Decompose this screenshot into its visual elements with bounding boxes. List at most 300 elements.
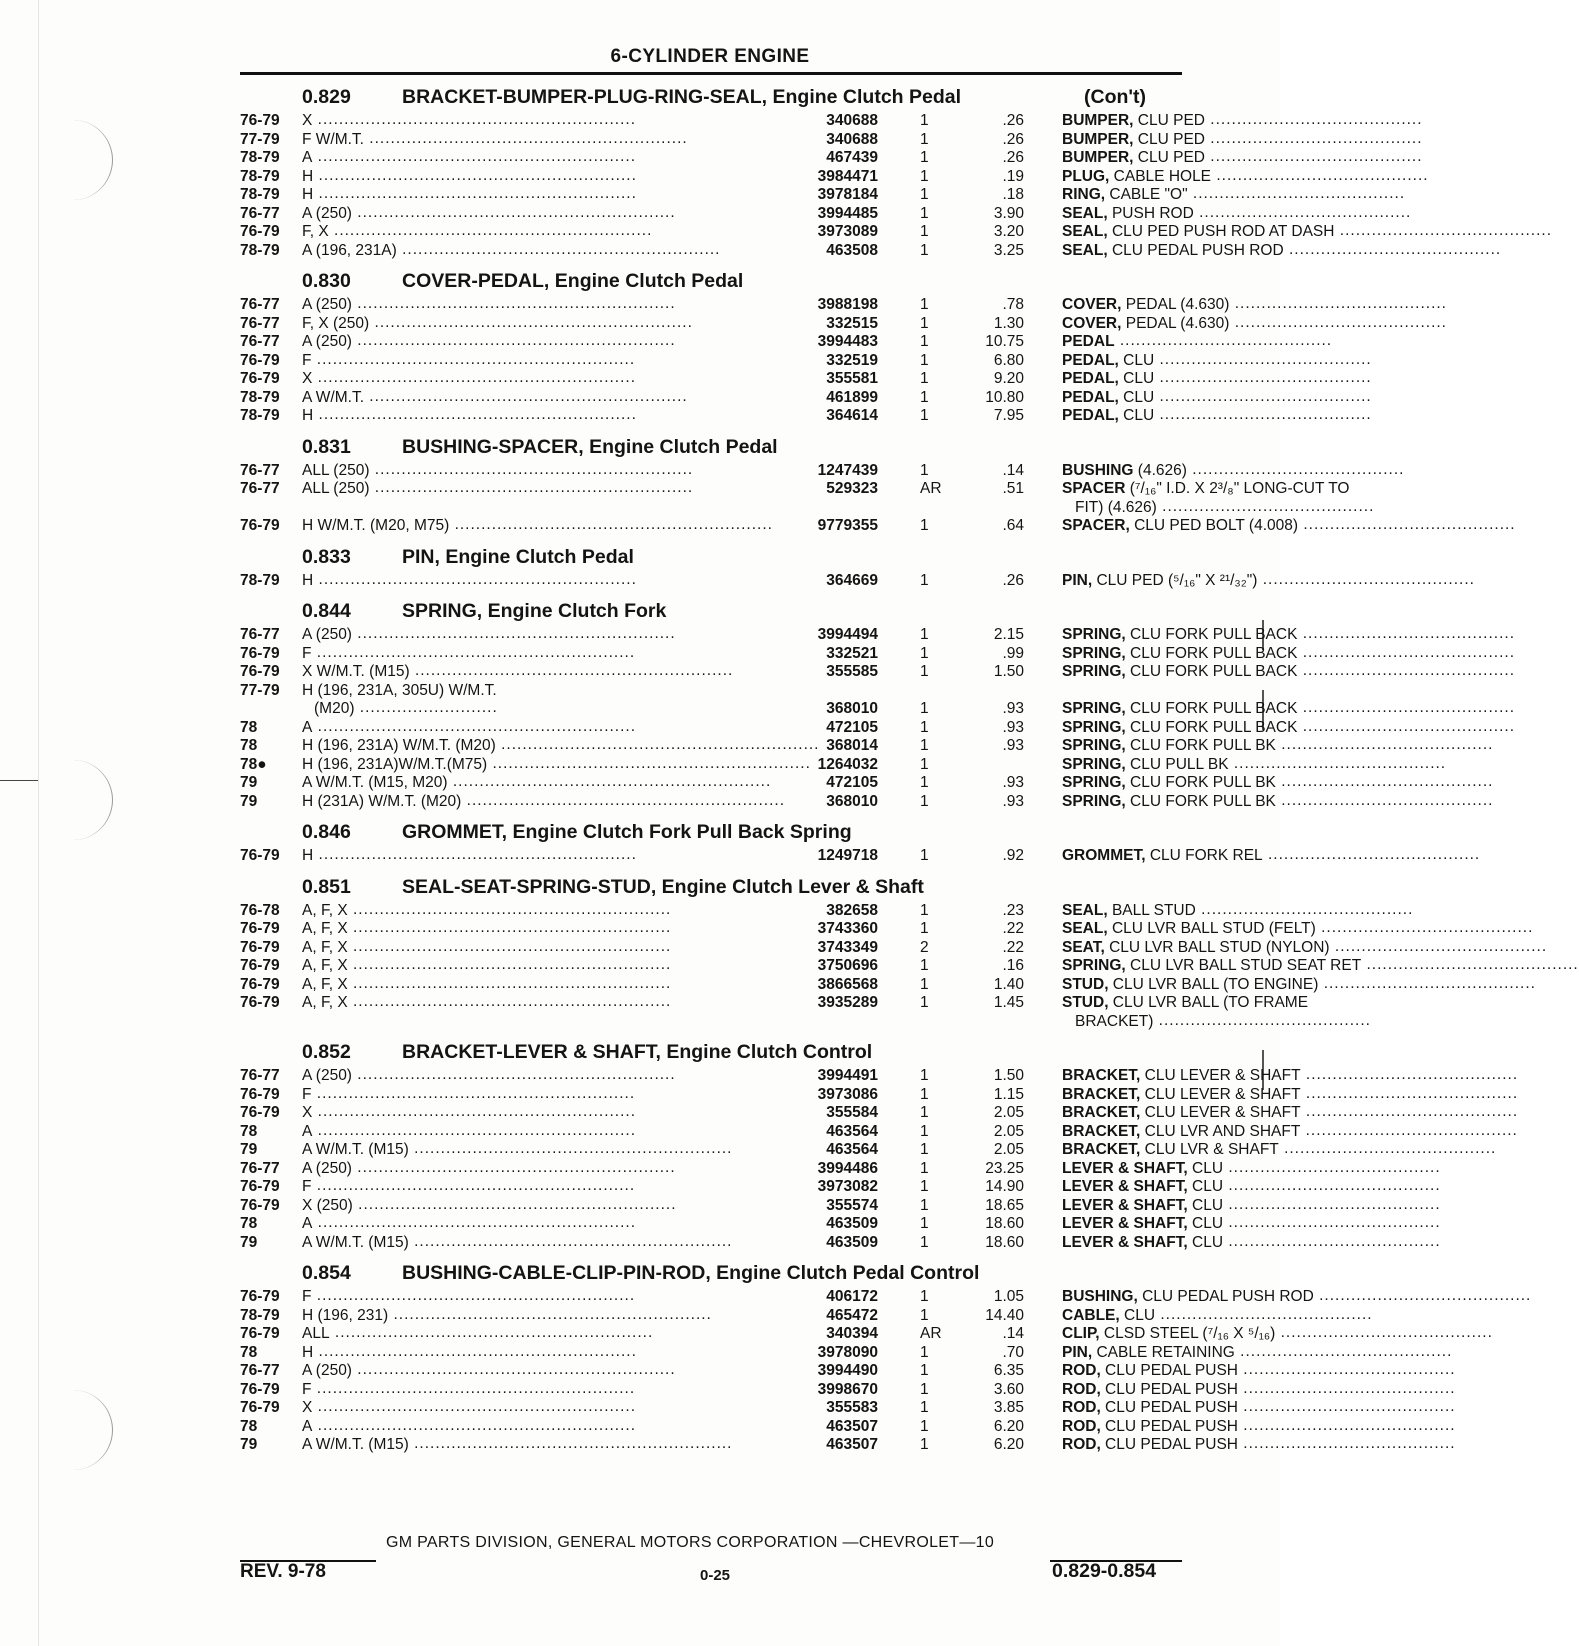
leader-dots: ............................................................ (449, 516, 773, 533)
parts-listing (240, 80, 1579, 1459)
leader-dots: ........................................ (1228, 754, 1447, 772)
quantity: 1 (920, 1122, 929, 1140)
section-title-desc: Engine Clutch Fork (482, 600, 667, 622)
part-row (240, 350, 1372, 371)
leader-dots: ............................................................ (351, 625, 676, 642)
application (302, 626, 808, 645)
section-title (402, 270, 743, 293)
description-keyword: COVER, (1062, 314, 1122, 332)
application-text: A (302, 1215, 313, 1232)
model-years: 78-79 (240, 186, 280, 203)
part-description (1062, 1324, 1493, 1344)
part-description-continued (1075, 499, 1420, 518)
application (302, 719, 808, 738)
application (302, 1307, 808, 1326)
part-description (1062, 956, 1579, 976)
part-row (240, 625, 1515, 645)
application (302, 682, 808, 701)
leader-dots: ............................................................ (311, 643, 636, 661)
section-number: 0.851 (302, 875, 351, 898)
model-years: 76-77 (240, 1067, 280, 1084)
footer-section-range: 0.829-0.854 (1052, 1560, 1157, 1582)
application-text: H (302, 847, 314, 864)
part-number: 364669 (826, 571, 878, 589)
leader-dots: ........................................ (1223, 1214, 1441, 1231)
part-row (240, 1177, 1441, 1197)
leader-dots: ........................................ (1229, 295, 1447, 312)
section-title (402, 1041, 872, 1064)
leader-dots: ........................................ (1238, 1435, 1456, 1452)
model-years: 76-79 (240, 957, 280, 974)
quantity: 1 (920, 1141, 929, 1158)
application-text: A (196, 231A) (302, 241, 397, 259)
list-price: 6.20 (993, 1417, 1024, 1435)
list-price: 14.90 (985, 1178, 1024, 1195)
part-number: 463509 (826, 1233, 878, 1251)
description-text: CLU LVR BALL STUD (FELT) (1107, 920, 1316, 937)
description-text: CLU PEDAL PUSH (1100, 1380, 1238, 1398)
application (302, 517, 808, 536)
description-text: CLSD STEEL (⁷/₁₆ X ⁵/₁₆) (1099, 1325, 1276, 1342)
part-row (240, 203, 1412, 224)
description-text: PEDAL (4.630) (1121, 314, 1230, 332)
model-years: 78 (240, 1122, 258, 1140)
leader-dots: ............................................................ (311, 350, 636, 368)
description-text: PUSH ROD (1107, 204, 1194, 222)
leader-dots: ............................................................ (347, 919, 672, 936)
application (302, 957, 808, 976)
description-text: CLU PED (1133, 130, 1205, 148)
quantity: 1 (920, 149, 929, 166)
part-number: 3994491 (817, 1067, 878, 1084)
section-number: 0.830 (302, 270, 351, 292)
part-row (240, 1103, 1519, 1123)
part-row (240, 460, 1405, 481)
part-description (1062, 1287, 1532, 1307)
part-number: 472105 (826, 718, 878, 736)
quantity: 1 (920, 755, 929, 773)
list-price: .93 (1002, 718, 1024, 736)
description-text: CLU FORK PULL BACK (1125, 700, 1298, 717)
part-number: 332521 (826, 644, 878, 662)
part-description (1062, 919, 1534, 939)
part-row (240, 1232, 1441, 1253)
list-price: .26 (1002, 149, 1024, 166)
part-number: 368010 (826, 700, 878, 717)
model-years: 76-77 (240, 314, 280, 332)
list-price: 14.40 (985, 1306, 1024, 1324)
application (302, 1381, 808, 1400)
application-text: H (196, 231) (302, 1306, 389, 1324)
part-description (1062, 846, 1481, 866)
part-row (240, 313, 1447, 334)
model-years: 76-79 (240, 517, 280, 534)
list-price: .93 (1002, 792, 1024, 810)
leader-dots: ........................................ (1204, 111, 1423, 128)
application-text: A, F, X (302, 920, 348, 937)
leader-dots: ........................................ (1204, 148, 1423, 165)
model-years: 78 (240, 1215, 258, 1232)
description-keyword: SEAL, (1062, 920, 1108, 937)
part-number: 3750696 (817, 957, 878, 974)
leader-dots: ............................................................ (311, 1084, 636, 1102)
model-years: 76-77 (240, 1362, 280, 1379)
description-keyword: BUSHING, (1062, 1288, 1138, 1305)
part-description (1062, 240, 1502, 261)
model-years: 76-79 (240, 1399, 280, 1416)
part-number: 463509 (826, 1215, 878, 1232)
application-text: X (302, 1104, 313, 1121)
description-keyword: BUMPER, (1062, 149, 1134, 166)
part-description (1062, 662, 1515, 682)
description-text: CLU PED (⁵/₁₆" X ²¹/₃₂") (1092, 571, 1258, 589)
application (302, 645, 808, 664)
part-description (1062, 791, 1494, 812)
leader-dots: ........................................ (1238, 1379, 1456, 1397)
part-number: 3984471 (817, 167, 878, 185)
application-continued (314, 700, 820, 719)
application-text: X (302, 1399, 313, 1416)
description-text: CLU (1118, 388, 1155, 406)
application-text: A (302, 1417, 313, 1435)
list-price: 23.25 (985, 1159, 1024, 1177)
section-heading (240, 1256, 1185, 1288)
description-keyword: SPRING, (1062, 957, 1126, 974)
part-number: 3743349 (817, 938, 878, 956)
model-years: 76-79 (240, 1085, 280, 1103)
part-description (1062, 717, 1515, 738)
quantity: 1 (920, 901, 929, 919)
leader-dots: ........................................ (1275, 1324, 1493, 1341)
section-title-keyword: SEAL-SEAT-SPRING-STUD, (402, 875, 657, 898)
list-price: 6.20 (993, 1436, 1024, 1453)
application (302, 939, 808, 958)
leader-dots: ........................................ (1300, 1103, 1519, 1120)
part-description (1062, 333, 1420, 352)
application-text: F (302, 1288, 312, 1305)
part-description (1062, 186, 1420, 205)
application-text: A W/M.T. (M15) (302, 1436, 409, 1453)
application (302, 1141, 808, 1160)
quantity: 1 (920, 847, 929, 864)
part-number: 355583 (826, 1399, 878, 1416)
part-number: 3978090 (817, 1343, 878, 1361)
section-title (402, 86, 961, 109)
description-text: CLU (1187, 1233, 1224, 1251)
description-keyword: ROD, (1062, 1380, 1101, 1398)
section-title-keyword: BRACKET-LEVER & SHAFT, (402, 1041, 661, 1063)
application (302, 663, 808, 682)
leader-dots: ............................................................ (347, 993, 672, 1010)
description-keyword: ROD, (1062, 1417, 1101, 1435)
part-number: 3973082 (817, 1178, 878, 1195)
part-description (1062, 1195, 1441, 1216)
application (302, 112, 808, 131)
leader-dots: ........................................ (1297, 699, 1515, 716)
leader-dots: ........................................ (1229, 313, 1447, 331)
application-text: H (302, 186, 314, 203)
quantity: 1 (920, 167, 929, 185)
footer-publisher: GM PARTS DIVISION, GENERAL MOTORS CORPORATION —CHEVROLET—10 (386, 1534, 995, 1551)
part-row (240, 406, 1372, 426)
quantity: 1 (920, 407, 929, 424)
description-keyword: BRACKET, (1062, 1122, 1141, 1140)
leader-dots: ............................................................ (408, 1140, 733, 1157)
part-description (1062, 1416, 1456, 1437)
leader-dots: ............................................................ (312, 111, 637, 128)
quantity: 1 (920, 314, 929, 332)
model-years: 76-79 (240, 1380, 280, 1398)
description-keyword: ROD, (1062, 1362, 1101, 1379)
part-number: 3935289 (817, 994, 878, 1011)
model-years: 76-79 (240, 223, 280, 240)
description-keyword: SPRING, (1062, 737, 1126, 754)
section-title-desc: Engine Clutch Lever & Shaft (656, 875, 924, 898)
description-text: CLU LEVER & SHAFT (1140, 1104, 1301, 1121)
part-description (1062, 148, 1423, 168)
application-text: H W/M.T. (M20, M75) (302, 517, 450, 534)
leader-dots: ........................................ (1223, 1195, 1441, 1213)
model-years: 76-78 (240, 901, 280, 919)
description-keyword: SPRING, (1062, 774, 1126, 791)
section-title (402, 546, 634, 569)
list-price: .19 (1002, 167, 1024, 185)
application-text: H (302, 407, 314, 424)
application (302, 976, 808, 995)
application (302, 1288, 808, 1307)
leader-dots: ........................................ (1275, 736, 1494, 753)
leader-dots: ............................................................ (313, 846, 637, 863)
section-title-desc: Engine Clutch Pedal Control (710, 1262, 980, 1284)
page-title: 6-CYLINDER ENGINE (610, 46, 810, 67)
list-price: .22 (1002, 920, 1024, 937)
part-description (1062, 1232, 1441, 1253)
application-text: A (250) (302, 204, 352, 222)
part-number: 355585 (826, 663, 878, 680)
part-description (1062, 974, 1536, 995)
leader-dots: ............................................................ (369, 313, 693, 331)
part-row (240, 295, 1447, 315)
description-text: CLU (1119, 1306, 1156, 1324)
description-text: CLU PED BOLT (4.008) (1129, 517, 1299, 534)
model-years: 76-79 (240, 112, 280, 129)
leader-dots: ............................................................ (364, 129, 688, 147)
section-title (402, 821, 852, 844)
list-price: 18.60 (985, 1215, 1024, 1232)
description-text: CLU PEDAL PUSH ROD (1137, 1288, 1314, 1305)
leader-dots: ............................................................ (313, 406, 637, 423)
part-row (240, 1158, 1441, 1179)
leader-dots: ........................................ (1238, 1416, 1456, 1434)
part-number: 467439 (826, 149, 878, 166)
part-description (1062, 166, 1429, 187)
application (302, 847, 808, 866)
list-price: .16 (1002, 957, 1024, 974)
list-price: .23 (1002, 901, 1024, 919)
list-price: 2.15 (993, 626, 1024, 643)
section-title-desc: Engine Clutch Pedal (583, 435, 778, 458)
part-row (240, 1140, 1497, 1160)
quantity: 1 (920, 975, 929, 993)
application (302, 1234, 808, 1253)
description-text: CLU FORK PULL BACK (1125, 663, 1298, 680)
quantity: 1 (920, 644, 929, 662)
part-row (240, 1361, 1456, 1381)
list-price: 1.50 (993, 663, 1024, 680)
leader-dots: ........................................ (1186, 460, 1405, 478)
list-price: .93 (1002, 737, 1024, 754)
leader-dots: ........................................ (1223, 1158, 1441, 1176)
part-row (240, 919, 1534, 939)
list-price: 1.40 (993, 975, 1024, 993)
application (302, 389, 808, 408)
leader-dots: ............................................................ (409, 662, 734, 679)
part-row (240, 332, 1333, 352)
application (302, 994, 808, 1013)
part-description (1062, 1214, 1441, 1234)
description-keyword: SPACER (1062, 480, 1126, 497)
model-years: 76-79 (240, 1196, 280, 1214)
application-text: X W/M.T. (M15) (302, 663, 410, 680)
punch-hole-mark (60, 760, 113, 840)
leader-dots: ........................................ (1283, 240, 1502, 258)
leader-dots: ............................................................ (369, 479, 694, 496)
quantity: 1 (920, 370, 929, 387)
leader-dots: ........................................ (1318, 974, 1536, 992)
part-row (240, 166, 1429, 187)
application-text: H (196, 231A, 305U) W/M.T. (302, 681, 497, 699)
list-price: .78 (1002, 296, 1024, 313)
section-title-keyword: COVER-PEDAL, (402, 270, 550, 292)
leader-dots: ............................................................ (313, 166, 637, 184)
quantity: 1 (920, 1362, 929, 1379)
list-price: 10.75 (985, 333, 1024, 350)
application (302, 793, 808, 812)
leader-dots: ............................................................ (312, 1416, 637, 1434)
description-keyword: STUD, (1062, 975, 1109, 993)
leader-dots: ........................................ (1275, 791, 1494, 809)
list-price: .93 (1002, 774, 1024, 791)
leader-dots: ........................................ (1195, 900, 1414, 918)
part-row (240, 516, 1516, 536)
leader-dots: ............................................................ (408, 1435, 733, 1452)
part-description (1062, 516, 1516, 536)
list-price: .51 (1002, 480, 1024, 497)
application (302, 370, 808, 389)
part-row (240, 791, 1494, 812)
part-number: 9779355 (817, 517, 878, 534)
description-text: CLU PEDAL PUSH (1100, 1417, 1238, 1435)
description-text: FIT) (4.626) (1075, 498, 1157, 516)
application-text: ALL (250) (302, 480, 370, 497)
application-text: A (302, 718, 313, 736)
application (302, 186, 808, 205)
leader-dots: ........................................ (1313, 1287, 1532, 1304)
part-row (240, 369, 1372, 389)
list-price: 9.20 (993, 370, 1024, 387)
leader-dots: ............................................................ (312, 369, 637, 386)
model-years: 76-79 (240, 351, 280, 369)
description-keyword: SEAT, (1062, 938, 1105, 956)
part-row (240, 1121, 1518, 1142)
application-text: A, F, X (302, 975, 348, 993)
description-text: CLU (1187, 1159, 1224, 1177)
quantity: 1 (920, 1417, 929, 1435)
list-price: 18.60 (985, 1233, 1024, 1251)
part-row (240, 1324, 1493, 1344)
description-text: CLU (1187, 1178, 1224, 1195)
part-row (240, 662, 1515, 682)
quantity: 1 (920, 920, 929, 937)
leader-dots: ............................................................ (396, 240, 721, 258)
part-description (1062, 1140, 1497, 1160)
leader-dots: ........................................ (1300, 1121, 1518, 1139)
list-price: 10.80 (985, 388, 1024, 406)
quantity: 1 (920, 186, 929, 203)
part-row (240, 1066, 1519, 1086)
description-keyword: PEDAL, (1062, 351, 1119, 369)
description-text: CLU FORK PULL BACK (1125, 718, 1298, 736)
quantity: 1 (920, 1306, 929, 1324)
model-years: 79 (240, 1233, 258, 1251)
part-description (1062, 902, 1420, 921)
part-number: 3866568 (817, 975, 878, 993)
leader-dots: ........................................ (1238, 1398, 1456, 1415)
quantity: 1 (920, 1178, 929, 1195)
quantity: 1 (920, 994, 929, 1011)
leader-dots: ........................................ (1300, 1084, 1519, 1102)
section-heading (240, 594, 1185, 626)
application-text: H (302, 571, 314, 589)
application-text: A W/M.T. (M15) (302, 1233, 409, 1251)
application (302, 1418, 808, 1437)
part-number: 3978184 (817, 186, 878, 203)
part-number: 1247439 (817, 461, 878, 479)
leader-dots: ............................................................ (347, 956, 672, 973)
leader-dots: ........................................ (1156, 497, 1375, 515)
leader-dots: ........................................ (1223, 1232, 1441, 1250)
description-keyword: BRACKET, (1062, 1085, 1141, 1103)
model-years: 78-79 (240, 388, 280, 406)
description-text: CLU (1118, 351, 1155, 369)
part-number: 340688 (826, 130, 878, 148)
part-row (240, 111, 1423, 131)
description-keyword: SPRING, (1062, 792, 1126, 810)
leader-dots: ........................................ (1329, 937, 1548, 955)
part-row (240, 681, 1515, 719)
leader-dots: ........................................ (1154, 387, 1372, 405)
description-text: CLU PED (1133, 149, 1205, 166)
description-text: CLU FORK PULL BK (1125, 792, 1276, 810)
part-row (240, 974, 1536, 995)
application-text: F (302, 1085, 312, 1103)
leader-dots: ........................................ (1298, 516, 1516, 533)
part-description (1062, 1307, 1420, 1326)
quantity: 1 (920, 1233, 929, 1251)
part-description (1062, 625, 1515, 645)
part-description (1062, 129, 1423, 150)
part-row (240, 846, 1481, 866)
part-row (240, 1305, 1373, 1326)
section-heading (240, 80, 1185, 112)
description-keyword: COVER, (1062, 296, 1122, 313)
description-keyword: BUMPER, (1062, 130, 1134, 148)
list-price: .99 (1002, 644, 1024, 662)
part-number: 340394 (826, 1325, 878, 1342)
section-title-desc: Engine Clutch Control (660, 1041, 873, 1063)
leader-dots: ........................................ (1297, 643, 1515, 661)
description-keyword: RING, (1062, 186, 1106, 203)
